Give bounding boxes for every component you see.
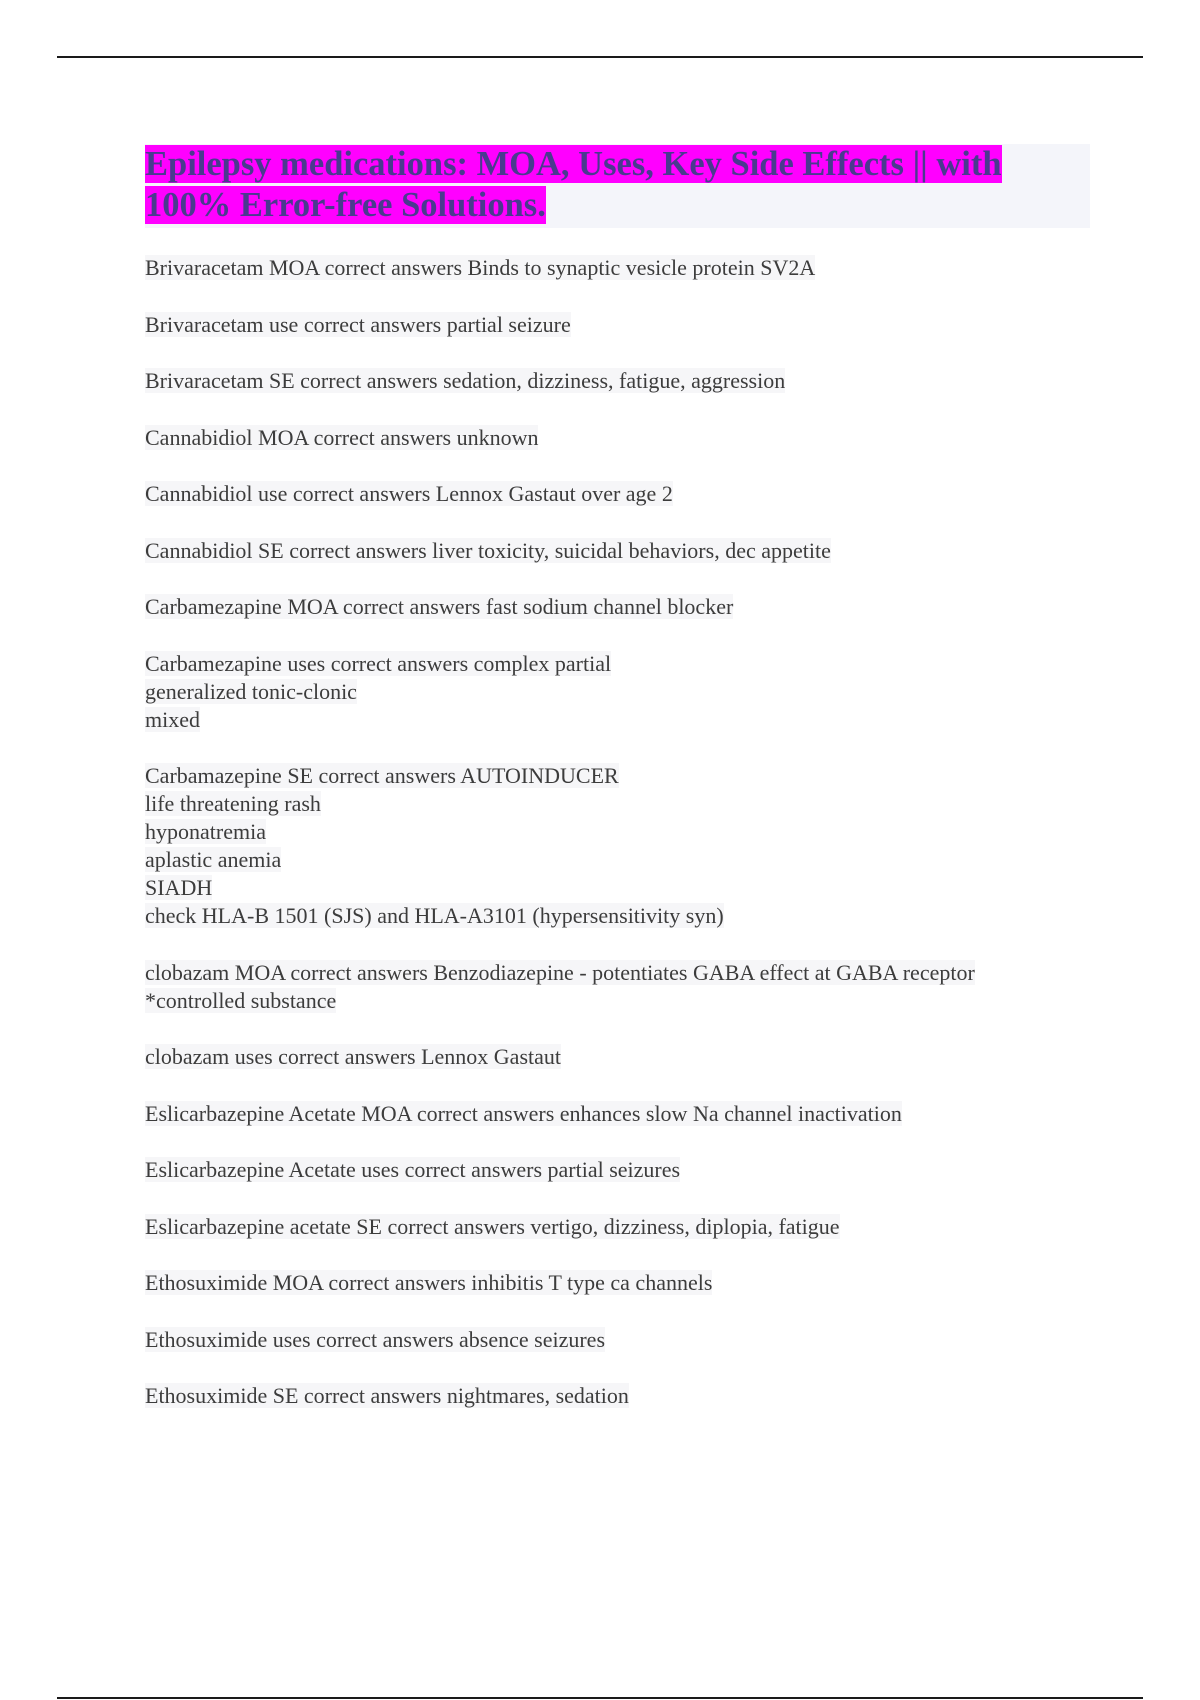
qa-line-text: Brivaracetam MOA correct answers Binds to synaptic vesicle protein SV2A xyxy=(145,255,816,280)
qa-line-text: Carbamazepine SE correct answers AUTOINDUCER xyxy=(145,763,619,788)
qa-entry xyxy=(145,537,1090,565)
top-page-rule xyxy=(57,56,1143,58)
qa-line-text: Carbamezapine uses correct answers complex partial xyxy=(145,650,612,676)
qa-line xyxy=(145,987,1090,1015)
qa-line xyxy=(145,902,1090,930)
qa-line-text: life threatening rash xyxy=(145,791,321,816)
document-title xyxy=(145,144,1090,226)
qa-entry xyxy=(145,1156,1090,1184)
qa-entry xyxy=(145,1043,1090,1071)
qa-line xyxy=(145,818,1090,846)
qa-entry xyxy=(145,424,1090,452)
qa-line xyxy=(145,1043,1090,1071)
qa-line-text: Brivaracetam SE correct answers sedation, dizziness, fatigue, aggression xyxy=(145,368,786,393)
qa-line-text: Ethosuximide SE correct answers nightmares, sedation xyxy=(145,1383,629,1408)
qa-line xyxy=(145,424,1090,452)
qa-line xyxy=(145,650,1090,678)
qa-entry xyxy=(145,593,1090,621)
qa-line xyxy=(145,537,1090,565)
qa-entry xyxy=(145,1382,1090,1410)
qa-line-text: mixed xyxy=(145,706,200,732)
qa-line xyxy=(145,959,1090,987)
qa-line-text: aplastic anemia xyxy=(145,847,282,872)
qa-line-text: Cannabidiol MOA correct answers unknown xyxy=(145,424,539,450)
qa-entry xyxy=(145,1269,1090,1297)
title-block xyxy=(145,144,1090,228)
qa-line xyxy=(145,706,1090,734)
qa-entry xyxy=(145,480,1090,508)
qa-line-text: Ethosuximide MOA correct answers inhibitis T type ca channels xyxy=(145,1270,713,1295)
qa-line xyxy=(145,1100,1090,1128)
qa-line xyxy=(145,678,1090,706)
qa-entry xyxy=(145,254,1090,282)
qa-line-text: Eslicarbazepine acetate SE correct answers vertigo, dizziness, diplopia, fatigue xyxy=(145,1213,840,1239)
qa-entry xyxy=(145,1100,1090,1128)
qa-entry xyxy=(145,311,1090,339)
qa-line xyxy=(145,846,1090,874)
qa-line xyxy=(145,480,1090,508)
qa-line xyxy=(145,1382,1090,1410)
qa-line xyxy=(145,762,1090,790)
qa-entry xyxy=(145,367,1090,395)
qa-line xyxy=(145,311,1090,339)
qa-line xyxy=(145,1213,1090,1241)
title-highlight: Epilepsy medications: MOA, Uses, Key Side Effects || with 100% Error-free Solutions. xyxy=(145,145,1002,224)
qa-line-text: hyponatremia xyxy=(145,819,266,844)
qa-entry xyxy=(145,959,1090,1015)
qa-line-text: *controlled substance xyxy=(145,987,337,1013)
qa-line-text: check HLA-B 1501 (SJS) and HLA-A3101 (hypersensitivity syn) xyxy=(145,903,724,928)
qa-line xyxy=(145,254,1090,282)
qa-line-text: SIADH xyxy=(145,875,213,900)
qa-line-text: clobazam uses correct answers Lennox Gastaut xyxy=(145,1044,562,1069)
qa-line xyxy=(145,1269,1090,1297)
qa-line xyxy=(145,1156,1090,1184)
qa-list xyxy=(145,254,1090,1410)
bottom-page-rule xyxy=(57,1697,1143,1699)
qa-line xyxy=(145,367,1090,395)
qa-line-text: clobazam MOA correct answers Benzodiazepine - potentiates GABA effect at GABA receptor xyxy=(145,959,975,985)
qa-line-text: Eslicarbazepine Acetate MOA correct answers enhances slow Na channel inactivation xyxy=(145,1100,902,1126)
qa-line-text: Cannabidiol use correct answers Lennox Gastaut over age 2 xyxy=(145,481,673,506)
qa-line-text: generalized tonic-clonic xyxy=(145,678,357,704)
qa-line-text: Eslicarbazepine Acetate uses correct answers partial seizures xyxy=(145,1157,681,1182)
qa-line xyxy=(145,593,1090,621)
qa-line-text: Carbamezapine MOA correct answers fast sodium channel blocker xyxy=(145,594,734,619)
qa-line-text: Ethosuximide uses correct answers absence seizures xyxy=(145,1326,606,1352)
qa-line-text: Cannabidiol SE correct answers liver toxicity, suicidal behaviors, dec appetite xyxy=(145,537,831,563)
qa-line-text: Brivaracetam use correct answers partial seizure xyxy=(145,311,571,337)
qa-entry xyxy=(145,1213,1090,1241)
qa-entry xyxy=(145,762,1090,930)
qa-entry xyxy=(145,1326,1090,1354)
qa-line xyxy=(145,790,1090,818)
qa-line xyxy=(145,1326,1090,1354)
qa-line xyxy=(145,874,1090,902)
qa-entry xyxy=(145,650,1090,734)
document-body xyxy=(145,144,1090,1439)
